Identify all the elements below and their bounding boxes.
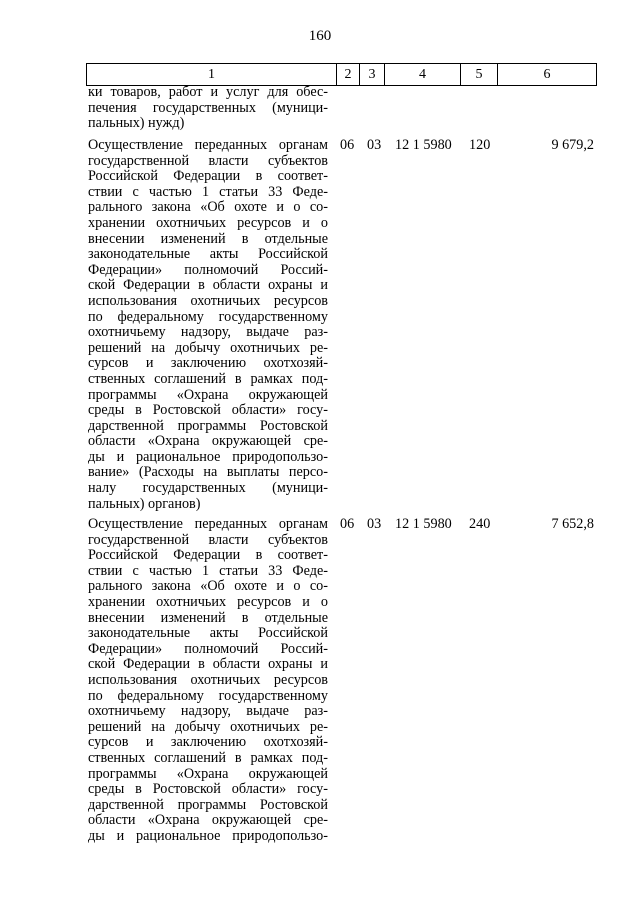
description-line: программы «Охрана окружающей (88, 765, 328, 782)
description-line: ды и рациональное природопользо- (88, 448, 328, 465)
description-line: законодательные акты Российской (88, 246, 328, 263)
description-line: решений на добычу охотничьих ре- (88, 339, 328, 356)
header-col-6: 6 (498, 64, 597, 86)
description-line: ки товаров, работ и услуг для обес- (88, 84, 328, 100)
cell-expense-type: 240 (469, 516, 491, 532)
description-line: ской Федерации в области охраны и (88, 656, 328, 673)
description-line: области «Охрана окружающей сре- (88, 433, 328, 450)
cell-subsection: 03 (367, 137, 382, 153)
description-line: ды и рациональное природопользо- (88, 827, 328, 844)
description-line: государственной власти субъектов (88, 531, 328, 548)
description-line: хранении охотничьих ресурсов и о (88, 214, 328, 231)
description-line: Осуществление переданных органам (88, 516, 328, 532)
header-col-5: 5 (461, 64, 498, 86)
description-line: рального закона «Об охоте и о со- (88, 199, 328, 216)
cell-section: 06 (340, 137, 355, 153)
description-line: законодательные акты Российской (88, 625, 328, 642)
row-description (88, 138, 328, 512)
cell-subsection: 03 (367, 516, 382, 532)
cell-target-article: 12 1 5980 (395, 137, 452, 153)
description-line: по федеральному государственному (88, 687, 328, 704)
description-line: ственных соглашений в рамках под- (88, 749, 328, 766)
cell-target-article: 12 1 5980 (395, 516, 452, 532)
cell-amount: 7 652,8 (551, 516, 594, 532)
description-line: решений на добычу охотничьих ре- (88, 718, 328, 735)
description-line: среды в Ростовской области» госу- (88, 781, 328, 798)
description-line: сурсов и заключению охотхозяй- (88, 355, 328, 372)
description-line: ственных соглашений в рамках под- (88, 370, 328, 387)
cell-amount: 9 679,2 (551, 137, 594, 153)
description-line: Федерации» полномочий Россий- (88, 640, 328, 657)
description-line: внесении изменений в отдельные (88, 609, 328, 626)
description-line: сурсов и заключению охотхозяй- (88, 734, 328, 751)
row-description (88, 85, 328, 132)
description-line: вание» (Расходы на выплаты персо- (88, 464, 328, 481)
description-line: охотничьему надзору, выдаче раз- (88, 324, 328, 341)
description-line: использования охотничьих ресурсов (88, 292, 328, 309)
description-line: пальных) нужд) (88, 115, 185, 132)
description-line: Осуществление переданных органам (88, 137, 328, 153)
description-line: программы «Охрана окружающей (88, 386, 328, 403)
page-number: 160 (308, 28, 332, 44)
description-line: по федеральному государственному (88, 308, 328, 325)
header-col-4: 4 (385, 64, 461, 86)
description-line: пальных) органов) (88, 495, 201, 512)
header-col-3: 3 (360, 64, 385, 86)
description-line: Федерации» полномочий Россий- (88, 261, 328, 278)
description-line: ствии с частью 1 статьи 33 Феде- (88, 562, 328, 579)
cell-section: 06 (340, 516, 355, 532)
description-line: хранении охотничьих ресурсов и о (88, 593, 328, 610)
description-line: Российской Федерации в соответ- (88, 168, 328, 185)
description-line: печения государственных (муници- (88, 99, 328, 116)
description-line: ствии с частью 1 статьи 33 Феде- (88, 183, 328, 200)
description-line: дарственной программы Ростовской (88, 796, 328, 813)
header-col-2: 2 (337, 64, 360, 86)
description-line: области «Охрана окружающей сре- (88, 812, 328, 829)
description-line: среды в Ростовской области» госу- (88, 402, 328, 419)
description-line: Российской Федерации в соответ- (88, 547, 328, 564)
description-line: дарственной программы Ростовской (88, 417, 328, 434)
cell-expense-type: 120 (469, 137, 491, 153)
table-header (86, 63, 597, 86)
description-line: налу государственных (муници- (88, 480, 328, 497)
description-line: охотничьему надзору, выдаче раз- (88, 703, 328, 720)
description-line: ской Федерации в области охраны и (88, 277, 328, 294)
header-col-1: 1 (87, 64, 337, 86)
description-line: внесении изменений в отдельные (88, 230, 328, 247)
row-description (88, 517, 328, 844)
description-line: государственной власти субъектов (88, 152, 328, 169)
description-line: использования охотничьих ресурсов (88, 671, 328, 688)
description-line: рального закона «Об охоте и о со- (88, 578, 328, 595)
